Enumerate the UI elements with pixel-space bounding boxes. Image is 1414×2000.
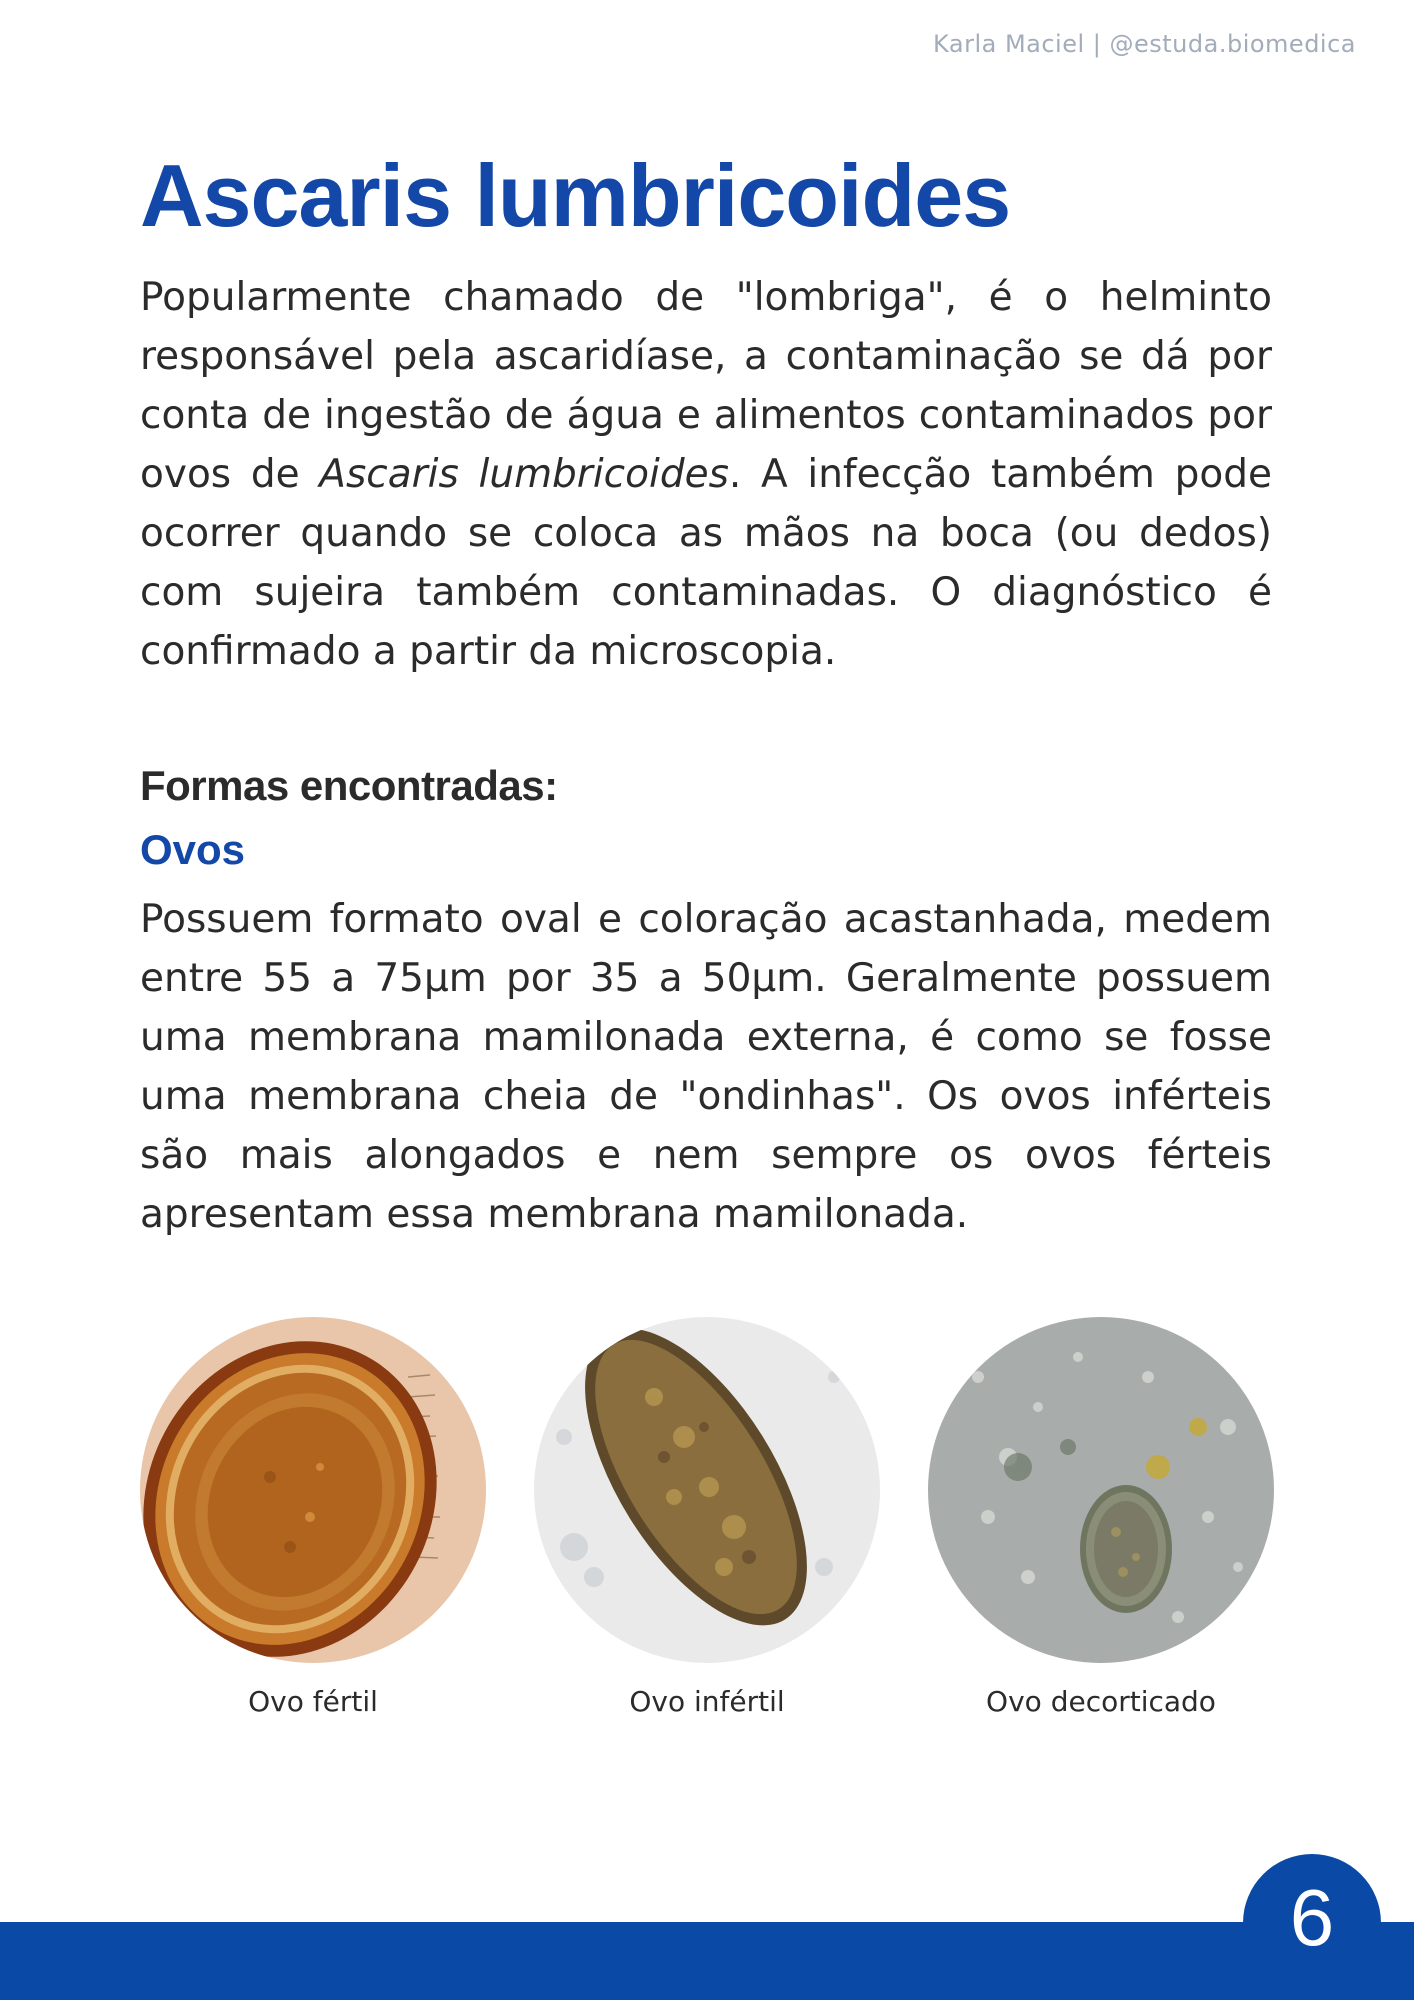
fertile-egg-caption: Ovo fértil xyxy=(248,1685,378,1718)
page-title: Ascaris lumbricoides xyxy=(140,146,1011,245)
section-label-ovos: Ovos xyxy=(140,826,246,873)
gallery-item-infertile xyxy=(534,1317,880,1718)
intro-text-after: . A infecção também pode ocorrer quando se coloca as mãos na boca (ou dedos) com sujeira também contaminadas. O diagnóstico é confirmado a partir da microscopia. xyxy=(140,452,1272,674)
forms-heading: Formas encontradas: xyxy=(140,762,558,809)
gallery-item-decorticated xyxy=(928,1317,1274,1718)
ovos-paragraph: Possuem formato oval e coloração acastanhada, medem entre 55 a 75μm por 35 a 50μm. Geralmente possuem uma membrana mamilonada externa, é como se fosse uma membrana cheia de "ondinhas". Os ovos inférteis são mais alongados e nem sempre os ovos férteis apresentam essa membrana mamilonada. xyxy=(140,897,1272,1237)
page-number: 6 xyxy=(1243,1854,1381,1992)
intro-paragraph xyxy=(140,268,1272,681)
intro-text-before: Popularmente chamado de "lombriga", é o helminto responsável pela ascaridíase, a contaminação se dá por conta de ingestão de água e alimentos contaminados por ovos de xyxy=(140,275,1272,497)
decorticated-egg-image xyxy=(928,1317,1274,1663)
header-credit: Karla Maciel | @estuda.biomedica xyxy=(933,30,1356,58)
footer-bar xyxy=(0,1922,1414,2000)
infertile-egg-caption: Ovo infértil xyxy=(629,1685,785,1718)
intro-species-name: Ascaris lumbricoides xyxy=(319,452,729,497)
decorticated-egg-caption: Ovo decorticado xyxy=(986,1685,1216,1718)
fertile-egg-image xyxy=(140,1317,486,1663)
gallery-item-fertile xyxy=(140,1317,486,1718)
infertile-egg-image xyxy=(534,1317,880,1663)
egg-gallery xyxy=(140,1317,1274,1717)
